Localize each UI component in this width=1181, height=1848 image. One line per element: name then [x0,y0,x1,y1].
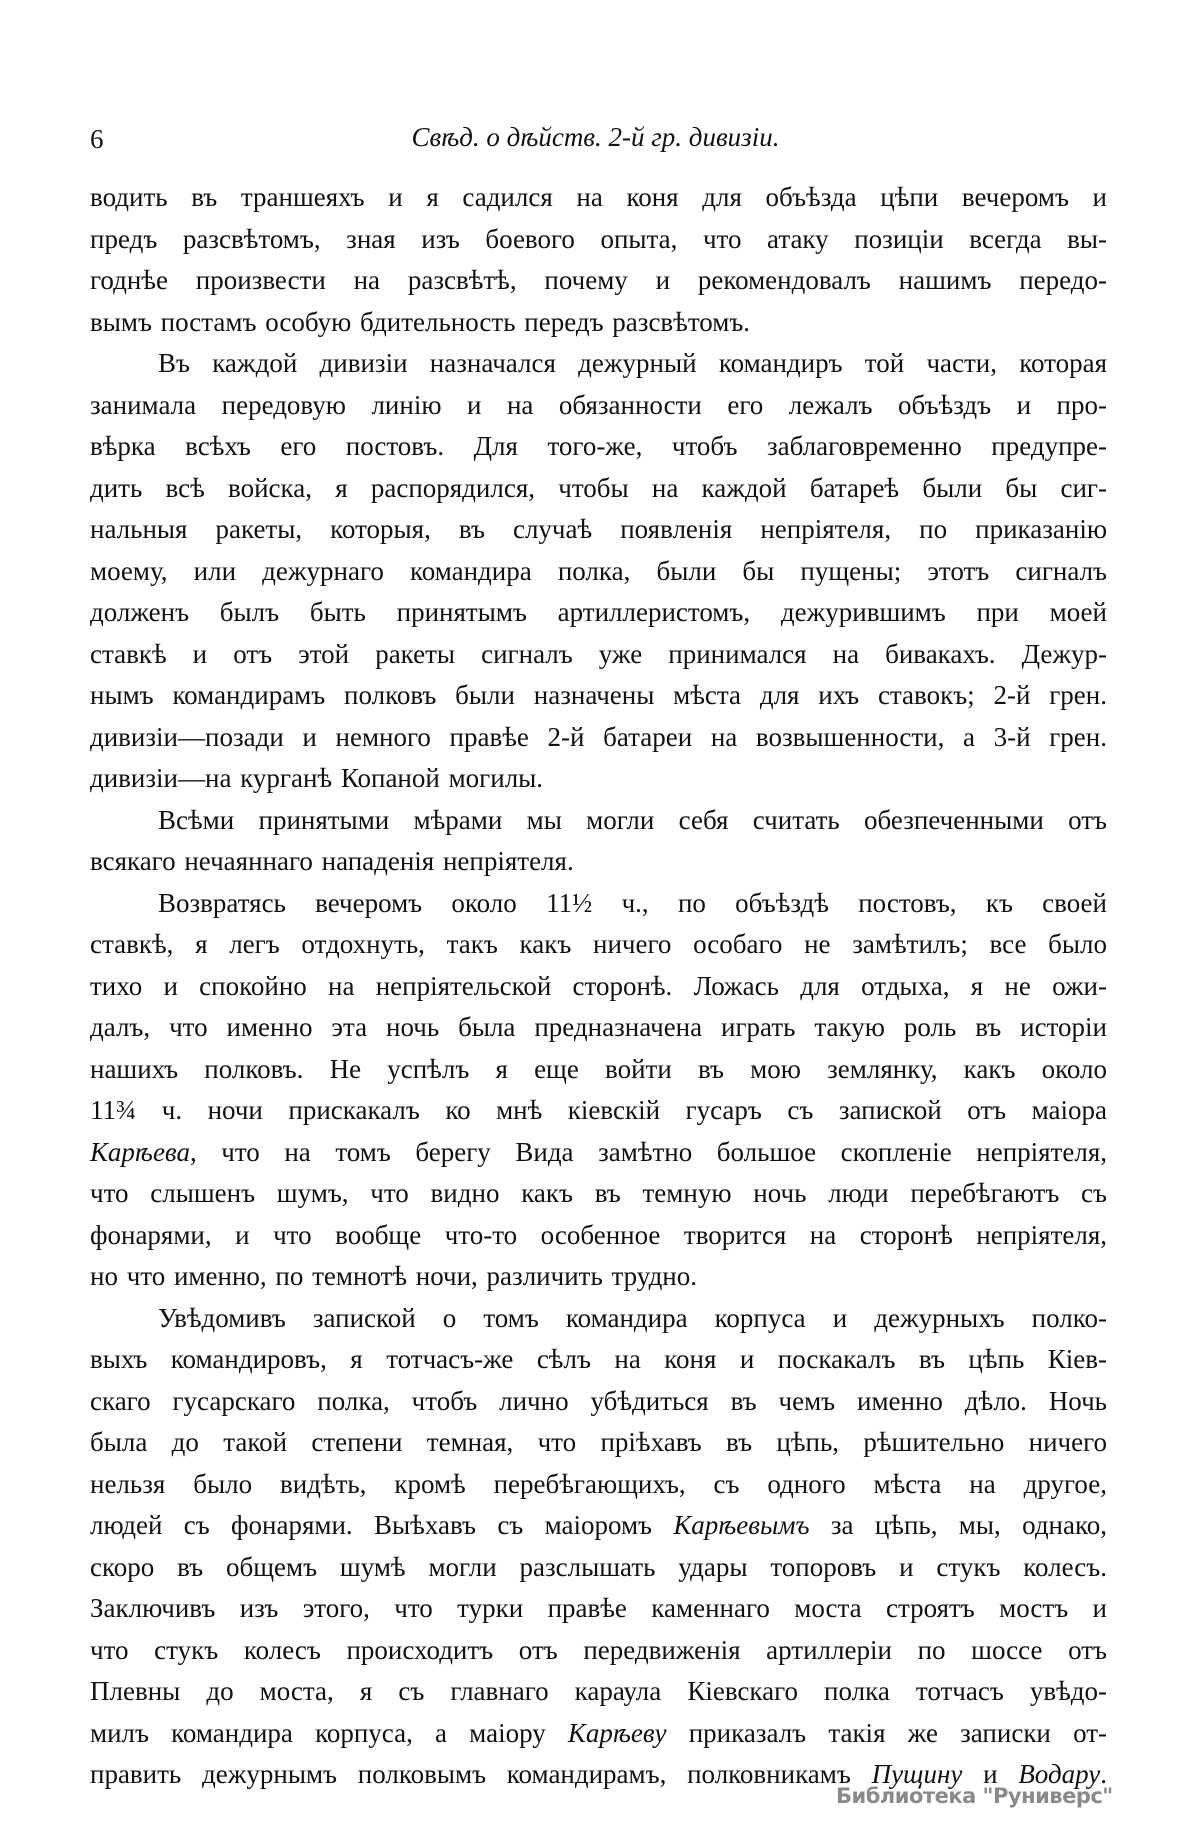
text-line [90,1464,1107,1506]
text-line [90,758,1107,800]
text-segment: что слышенъ шумъ, что видно какъ въ темную ночь люди перебѣгаютъ съ [90,1178,1107,1208]
text-segment: нальныя ракеты, которыя, въ случаѣ появленія непріятеля, по приказанію [90,514,1107,544]
text-line [90,1547,1107,1589]
text-segment: нашихъ полковъ. Не успѣлъ я еще войти въ мою землянку, какъ около [90,1053,1107,1084]
text-segment: вѣрка всѣхъ его постовъ. Для того-же, чтобъ заблаговременно предупре- [90,431,1107,461]
text-line [90,1588,1107,1630]
text-line [90,468,1107,510]
text-line [90,219,1107,261]
text-segment: и [962,1759,1019,1789]
text-line [90,592,1107,634]
text-segment: всякаго нечаяннаго нападенія непріятеля. [90,846,574,876]
text-line [90,924,1107,966]
italic-name: Карѣевымъ [673,1510,810,1540]
text-segment: править дежурнымъ полковымъ командирамъ, полковникамъ [90,1759,872,1789]
text-line [90,1339,1107,1381]
text-line [90,966,1107,1008]
text-segment: нельзя было видѣть, кромѣ перебѣгающихъ, съ одного мѣста на другое, [90,1468,1107,1499]
text-segment: Заключивъ изъ этого, что турки правѣе каменнаго моста строятъ мостъ и [90,1593,1107,1623]
text-line [90,717,1107,759]
text-segment: нымъ командирамъ полковъ были назначены мѣста для ихъ ставокъ; 2-й грен. [90,680,1107,710]
text-segment: была до такой степени темная, что пріѣхавъ въ цѣпь, рѣшительно ничего [90,1427,1107,1457]
text-line [90,509,1107,551]
text-segment: вымъ постамъ особую бдительность передъ разсвѣтомъ. [90,306,751,337]
text-segment: водить въ траншеяхъ и я садился на коня для объѣзда цѣпи вечеромъ и [90,182,1107,212]
italic-name: Пущину [871,1759,963,1789]
text-line [90,1630,1107,1672]
text-line [90,260,1107,302]
text-segment: милъ командира корпуса, а маіору [90,1717,568,1748]
text-line [90,1049,1107,1091]
text-segment: дивизіи—позади и немного правѣе 2-й батареи на возвышенности, а 3-й грен. [90,721,1107,752]
text-segment: скоро въ общемъ шумѣ могли разслышать удары топоровъ и стукъ колесъ. [90,1551,1107,1582]
text-line [90,1173,1107,1215]
text-segment: занимала передовую линію и на обязанности его лежалъ объѣздъ и про- [90,389,1107,420]
text-segment: тихо и спокойно на непріятельской сторонѣ. Ложась для отдыха, я не ожи- [90,970,1107,1001]
library-watermark: Библиотека "Руниверс" [836,1784,1113,1808]
text-line [90,675,1107,717]
text-segment: выхъ командировъ, я тотчасъ-же сѣлъ на коня и поскакалъ въ цѣпь Кіев- [90,1344,1107,1374]
text-segment: за цѣпь, мы, однако, [809,1510,1107,1540]
text-line [90,841,1107,883]
text-line [90,1215,1107,1257]
text-segment: ставкѣ, я легъ отдохнуть, такъ какъ ничего особаго не замѣтилъ; все было [90,929,1107,959]
page-number: 6 [90,124,104,154]
text-line [90,1298,1107,1340]
italic-name: Водару [1018,1759,1101,1789]
text-line [90,551,1107,593]
text-segment: но что именно, по темнотѣ ночи, различить трудно. [90,1261,698,1291]
text-line [90,883,1107,925]
text-segment: фонарями, и что вообще что-то особенное творится на сторонѣ непріятеля, [90,1219,1107,1250]
text-segment: Плевны до моста, я съ главнаго караула Кіевскаго полка тотчасъ увѣдо- [90,1676,1107,1706]
text-segment: дивизіи—на курганѣ Копаной могилы. [90,763,544,793]
text-segment: 11¾ ч. ночи прискакалъ ко мнѣ кіевскій гусаръ съ запиской отъ маіора [90,1095,1107,1125]
running-title: Свѣд. о дѣйств. 2-й гр. дивизіи. [411,122,780,152]
text-line [90,385,1107,427]
text-segment: Возвратясь вечеромъ около 11½ ч., по объѣздѣ постовъ, къ своей [158,887,1107,918]
text-line [90,800,1107,842]
text-segment: скаго гусарскаго полка, чтобъ лично убѣдиться въ чемъ именно дѣло. Ночь [90,1385,1107,1416]
text-line [90,302,1107,344]
text-segment: ставкѣ и отъ этой ракеты сигналъ уже принимался на бивакахъ. Дежур- [90,638,1107,669]
text-line [90,343,1107,385]
text-line [90,1090,1107,1132]
text-line [90,1505,1107,1547]
text-line [90,177,1107,219]
text-line [90,1713,1107,1755]
italic-name: Карѣева [90,1136,190,1167]
text-line [90,1671,1107,1713]
text-segment: людей съ фонарями. Выѣхавъ съ маіоромъ [90,1510,674,1540]
text-line [90,634,1107,676]
text-segment: долженъ былъ быть принятымъ артиллеристомъ, дежурившимъ при моей [90,597,1107,627]
body-text [90,177,1107,1796]
text-line [90,1422,1107,1464]
text-segment: Въ каждой дивизіи назначался дежурный командиръ той части, которая [158,348,1107,378]
text-segment: Увѣдомивъ запиской о томъ командира корпуса и дежурныхъ полко- [158,1302,1107,1333]
text-segment: , что на томъ берегу Вида замѣтно большое скопленіе непріятеля, [189,1136,1107,1167]
text-segment: моему, или дежурнаго командира полка, были бы пущены; этотъ сигналъ [90,555,1107,586]
text-line [90,1007,1107,1049]
text-segment: далъ, что именно эта ночь была предназначена играть такую роль въ исторіи [90,1012,1107,1042]
text-line [90,1381,1107,1423]
text-segment: . [1100,1759,1107,1789]
text-segment: Всѣми принятыми мѣрами мы могли себя считать обезпеченными отъ [158,804,1107,835]
text-line [90,1256,1107,1298]
italic-name: Карѣеву [567,1717,667,1748]
text-segment: дить всѣ войска, я распорядился, чтобы на каждой батареѣ были бы сиг- [90,472,1107,503]
text-segment: годнѣе произвести на разсвѣтѣ, почему и рекомендовалъ нашимъ передо- [90,265,1107,295]
text-line [90,426,1107,468]
text-line [90,1132,1107,1174]
text-segment: приказалъ такія же записки от- [666,1717,1108,1748]
text-segment: что стукъ колесъ происходитъ отъ передвиженія артиллеріи по шоссе отъ [90,1634,1107,1665]
text-segment: предъ разсвѣтомъ, зная изъ боевого опыта, что атаку позиціи всегда вы- [90,223,1107,254]
